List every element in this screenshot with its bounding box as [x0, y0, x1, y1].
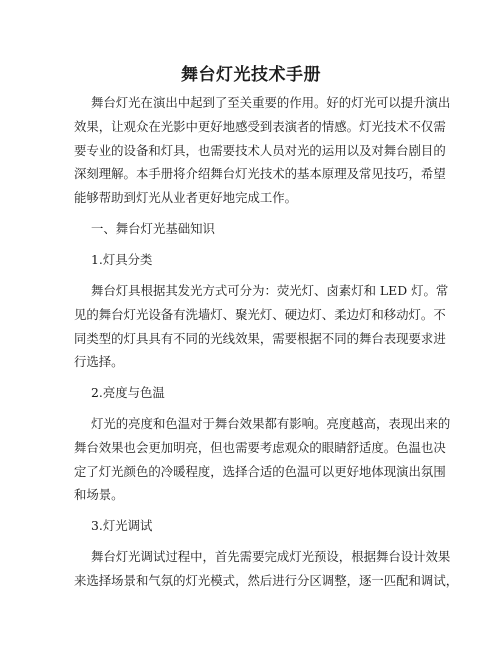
intro-line: 舞台灯光在演出中起到了至关重要的作用。好的灯光可以提升演出	[91, 95, 451, 110]
paragraph-line: 同类型的灯具具有不同的光线效果，需要根据不同的舞台表现要求进	[74, 331, 446, 346]
intro-line: 要专业的设备和灯具，也需要技术人员对光的运用以及对舞台剧目的	[74, 143, 446, 158]
paragraph-line: 和场景。	[74, 487, 124, 502]
paragraph-line: 行选择。	[74, 354, 124, 369]
paragraph-line: 来选择场景和气氛的灯光模式，然后进行分区调整，逐一匹配和调试，	[74, 573, 459, 588]
paragraph-line: 见的舞台灯光设备有洗墙灯、聚光灯、硬边灯、柔边灯和移动灯。不	[74, 307, 446, 322]
paragraph-line: 舞台灯具根据其发光方式可分为：荧光灯、卤素灯和 LED 灯。常	[91, 283, 449, 298]
subsection-heading: 1.灯具分类	[91, 252, 153, 267]
section-heading: 一、舞台灯光基础知识	[91, 221, 215, 236]
subsection-heading: 3.灯光调试	[91, 518, 153, 533]
intro-line: 能够帮助到灯光从业者更好地完成工作。	[74, 190, 298, 205]
page-title: 舞台灯光技术手册	[181, 65, 321, 85]
subsection-heading: 2.亮度与色温	[91, 385, 165, 400]
intro-line: 深刻理解。本手册将介绍舞台灯光技术的基本原理及常见技巧，希望	[74, 166, 446, 181]
intro-line: 效果，让观众在光影中更好地感受到表演者的情感。灯光技术不仅需	[74, 119, 446, 134]
paragraph-line: 灯光的亮度和色温对于舞台效果都有影响。亮度越高，表现出来的	[91, 416, 451, 431]
paragraph-line: 舞台灯光调试过程中，首先需要完成灯光预设，根据舞台设计效果	[91, 549, 451, 564]
paragraph-line: 定了灯光颜色的冷暖程度，选择合适的色温可以更好地体现演出氛围	[74, 464, 446, 479]
paragraph-line: 舞台效果也会更加明亮，但也需要考虑观众的眼睛舒适度。色温也决	[74, 440, 446, 455]
